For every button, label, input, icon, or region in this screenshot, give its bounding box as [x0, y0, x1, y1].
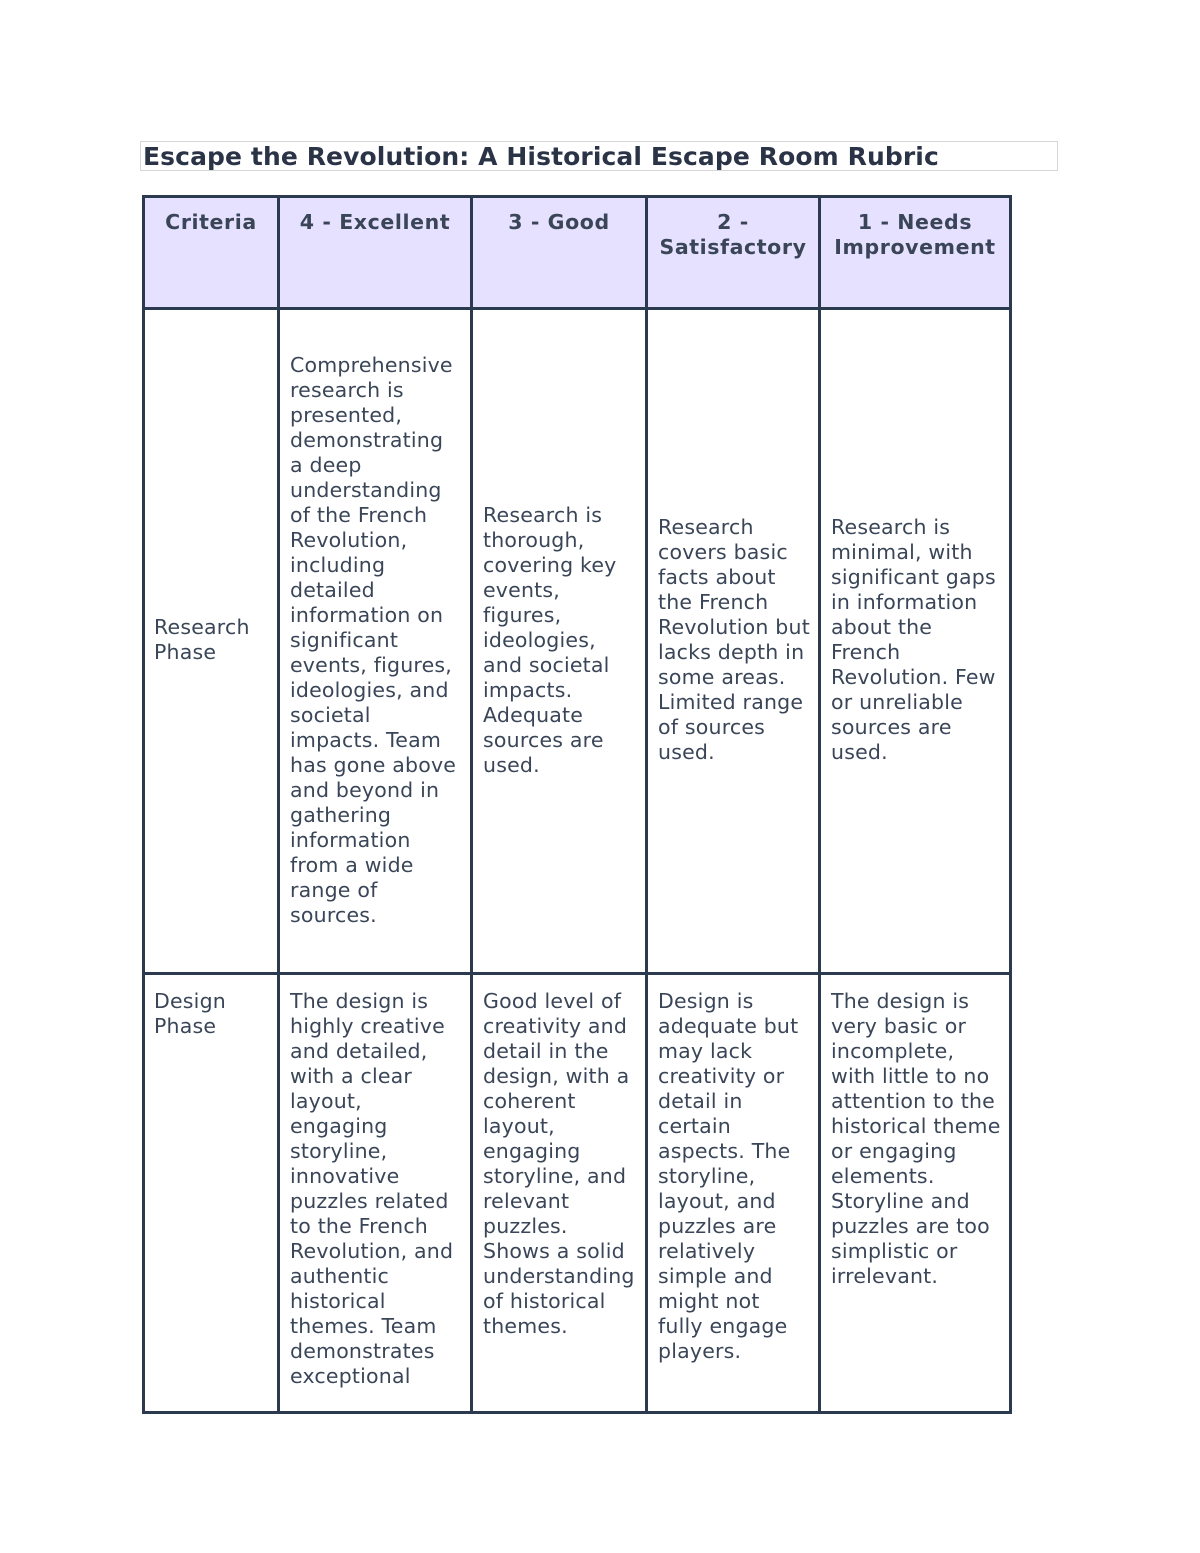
satisfactory-cell: Research covers basic facts about the French Revolution but lacks depth in some areas. Limited range of sources used. [647, 309, 820, 974]
header-criteria: Criteria [144, 197, 279, 309]
header-row [144, 197, 1011, 309]
excellent-cell: Comprehensive research is presented, demonstrating a deep understanding of the French Revolution, including detailed information on significant events, figures, ideologies, and societal impacts. Team has gone above and beyond in gathering information from a wide range of sources. [279, 309, 472, 974]
criteria-cell: Design Phase [144, 974, 279, 1413]
needs-improvement-cell: The design is very basic or incomplete, with little to no attention to the historical theme or engaging elements. Storyline and puzzles are too simplistic or irrelevant. [820, 974, 1011, 1413]
rubric-table [142, 195, 1012, 1414]
header-needs-improvement: 1 - Needs Improvement [820, 197, 1011, 309]
criteria-cell: Research Phase [144, 309, 279, 974]
header-satisfactory: 2 - Satisfactory [647, 197, 820, 309]
good-cell: Good level of creativity and detail in the design, with a coherent layout, engaging storyline, and relevant puzzles. Shows a solid understanding of historical themes. [472, 974, 647, 1413]
excellent-cell: The design is highly creative and detailed, with a clear layout, engaging storyline, innovative puzzles related to the French Revolution, and authentic historical themes. Team demonstrates exceptional [279, 974, 472, 1413]
document-title: Escape the Revolution: A Historical Escape Room Rubric [143, 142, 939, 171]
header-good: 3 - Good [472, 197, 647, 309]
title-box [140, 141, 1058, 171]
header-excellent: 4 - Excellent [279, 197, 472, 309]
table-row-research [144, 309, 1011, 974]
table-row-design [144, 974, 1011, 1413]
satisfactory-cell: Design is adequate but may lack creativity or detail in certain aspects. The storyline, layout, and puzzles are relatively simple and might not fully engage players. [647, 974, 820, 1413]
good-cell: Research is thorough, covering key events, figures, ideologies, and societal impacts. Adequate sources are used. [472, 309, 647, 974]
needs-improvement-cell: Research is minimal, with significant gaps in information about the French Revolution. Few or unreliable sources are used. [820, 309, 1011, 974]
